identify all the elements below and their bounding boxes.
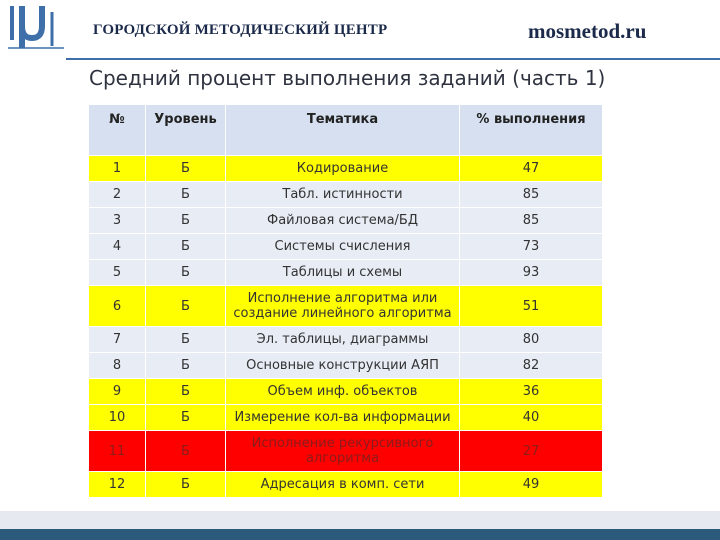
cell-level: Б	[146, 208, 226, 234]
table-row	[89, 156, 603, 182]
column-header-num: №	[89, 105, 146, 156]
cell-topic: Эл. таблицы, диаграммы	[226, 327, 460, 353]
cell-topic: Файловая система/БД	[226, 208, 460, 234]
table-row	[89, 286, 603, 327]
table-header-row	[89, 105, 603, 156]
cell-topic: Кодирование	[226, 156, 460, 182]
cell-level: Б	[146, 431, 226, 472]
cell-level: Б	[146, 234, 226, 260]
cell-percent: 40	[460, 405, 603, 431]
header-bar	[0, 0, 720, 52]
table-row	[89, 327, 603, 353]
cell-num: 5	[89, 260, 146, 286]
column-header-topic: Тематика	[226, 105, 460, 156]
slide-title: Средний процент выполнения заданий (часть 1)	[89, 66, 606, 90]
cell-percent: 93	[460, 260, 603, 286]
cell-level: Б	[146, 286, 226, 327]
cell-percent: 36	[460, 379, 603, 405]
cell-num: 12	[89, 472, 146, 498]
cell-topic: Исполнение рекурсивного алгоритма	[226, 431, 460, 472]
cell-num: 8	[89, 353, 146, 379]
cell-num: 1	[89, 156, 146, 182]
table-row	[89, 353, 603, 379]
cell-level: Б	[146, 379, 226, 405]
mu-logo-icon	[8, 4, 64, 50]
column-header-percent: % выполнения	[460, 105, 603, 156]
cell-percent: 85	[460, 182, 603, 208]
table-row	[89, 260, 603, 286]
table-row	[89, 431, 603, 472]
cell-num: 10	[89, 405, 146, 431]
table-row	[89, 472, 603, 498]
column-header-level: Уровень	[146, 105, 226, 156]
footer-bar	[0, 529, 720, 540]
table-row	[89, 182, 603, 208]
cell-num: 3	[89, 208, 146, 234]
table-row	[89, 405, 603, 431]
cell-level: Б	[146, 405, 226, 431]
cell-topic: Измерение кол-ва информации	[226, 405, 460, 431]
cell-percent: 27	[460, 431, 603, 472]
cell-percent: 49	[460, 472, 603, 498]
footer-band	[0, 511, 720, 529]
cell-percent: 85	[460, 208, 603, 234]
table-row	[89, 208, 603, 234]
cell-level: Б	[146, 156, 226, 182]
cell-level: Б	[146, 472, 226, 498]
cell-level: Б	[146, 327, 226, 353]
table-row	[89, 234, 603, 260]
cell-level: Б	[146, 260, 226, 286]
results-table	[88, 104, 603, 498]
site-link[interactable]: mosmetod.ru	[528, 19, 647, 43]
org-name: ГОРОДСКОЙ МЕТОДИЧЕСКИЙ ЦЕНТР	[93, 22, 388, 38]
cell-num: 6	[89, 286, 146, 327]
cell-topic: Адресация в комп. сети	[226, 472, 460, 498]
cell-num: 4	[89, 234, 146, 260]
cell-num: 9	[89, 379, 146, 405]
cell-percent: 47	[460, 156, 603, 182]
cell-level: Б	[146, 353, 226, 379]
cell-percent: 51	[460, 286, 603, 327]
cell-num: 7	[89, 327, 146, 353]
cell-level: Б	[146, 182, 226, 208]
cell-topic: Системы счисления	[226, 234, 460, 260]
cell-percent: 80	[460, 327, 603, 353]
cell-percent: 82	[460, 353, 603, 379]
cell-topic: Основные конструкции АЯП	[226, 353, 460, 379]
cell-topic: Исполнение алгоритма или создание линейного алгоритма	[226, 286, 460, 327]
header-divider	[66, 58, 720, 60]
table-row	[89, 379, 603, 405]
cell-topic: Таблицы и схемы	[226, 260, 460, 286]
cell-topic: Табл. истинности	[226, 182, 460, 208]
cell-topic: Объем инф. объектов	[226, 379, 460, 405]
cell-num: 2	[89, 182, 146, 208]
cell-percent: 73	[460, 234, 603, 260]
cell-num: 11	[89, 431, 146, 472]
